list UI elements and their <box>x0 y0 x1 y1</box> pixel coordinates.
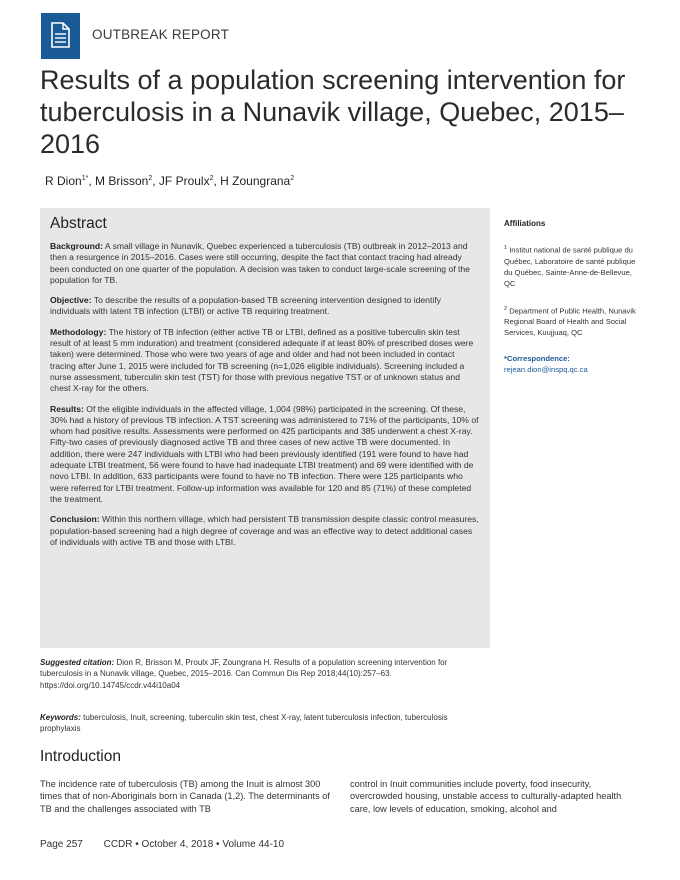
abstract-heading: Abstract <box>50 215 107 232</box>
correspondence-label: *Correspondence: <box>504 353 570 363</box>
correspondence-email-link[interactable]: rejean.dion@inspq.qc.ca <box>504 364 588 374</box>
citation-label: Suggested citation: <box>40 658 115 667</box>
author-name: M Brisson <box>94 174 149 188</box>
suggested-citation <box>40 657 490 691</box>
keywords-label: Keywords: <box>40 713 81 722</box>
article-title: Results of a population screening intervention for tuberculosis in a Nunavik village, Quebec, 2015–2016 <box>40 65 626 159</box>
author-affiliation-mark: 2 <box>209 175 214 182</box>
abstract-objective <box>50 295 480 318</box>
section-text: Within this northern village, which had persistent TB transmission despite classic control measures, population-based screening had a high degree of coverage and was an effective way to detect additional cases of individuals with active TB and those with LTBI. <box>50 514 479 547</box>
affiliation-mark: 1 <box>504 245 508 252</box>
document-icon <box>41 13 80 59</box>
author-affiliation-mark: 2 <box>148 175 153 182</box>
section-text: A small village in Nunavik, Quebec experienced a tuberculosis (TB) outbreak in 2012–2013 and then a resurgence in 2015–2016. Cases were still occurring, despite the fact that contact tracing had already been conducted on one quarter of the population. A decision was taken to conduct large-scale screening of the population for TB. <box>50 241 470 285</box>
abstract-box <box>40 208 490 648</box>
author-list: R Dion$^{1*}$, M Brisson$^2$, JF Proulx$^2$, H Zoungrana$^2$ <box>45 174 295 188</box>
affiliation-text: Department of Public Health, Nunavik Regional Board of Health and Social Services, Kuujjuaq, QC <box>504 306 636 338</box>
citation-text: Dion R, Brisson M, Proulx JF, Zoungrana H. Results of a population screening intervention for tuberculosis in a Nunavik village, Quebec, 2015–2016. Can Commun Dis Rep 2018;44(10):257–63. https://doi.org/10.14745/ccdr.v44i10a04 <box>40 658 448 690</box>
section-label: Results: <box>50 403 84 414</box>
section-text: To describe the results of a population-based TB screening intervention designed to identify individuals with latent TB infection (LTBI) or active TB requiring treatment. <box>50 295 441 317</box>
abstract-background <box>50 241 480 286</box>
abstract-conclusion <box>50 514 480 548</box>
introduction-column-2: control in Inuit communities include poverty, food insecurity, overcrowded housing, unstable access to culturally-adapted health care, low levels of education, smoking, alcohol and <box>350 779 622 814</box>
report-type-label: OUTBREAK REPORT <box>92 27 230 42</box>
section-label: Objective: <box>50 295 92 306</box>
affiliation-item <box>504 304 644 339</box>
keywords <box>40 712 490 735</box>
section-label: Background: <box>50 241 103 251</box>
journal-info: CCDR • October 4, 2018 • Volume 44-10 <box>103 839 285 850</box>
abstract-results <box>50 404 480 506</box>
page-number: Page 257 <box>40 839 83 850</box>
author-name: JF Proulx <box>158 174 210 188</box>
section-label: Conclusion: <box>50 514 100 525</box>
author-affiliation-mark: 1* <box>81 175 89 182</box>
section-label: Methodology: <box>50 326 107 337</box>
author-affiliation-mark: 2 <box>290 175 295 182</box>
author-name: R Dion <box>45 174 82 188</box>
affiliations-heading: Affiliations <box>504 219 546 228</box>
affiliation-mark: 2 <box>504 305 508 312</box>
affiliations-sidebar <box>504 218 644 389</box>
affiliation-item <box>504 243 644 289</box>
introduction-column-1: The incidence rate of tuberculosis (TB) among the Inuit is almost 300 times that of non-Aboriginals born in Canada (1,2). The determinants of TB and the challenges associated with TB <box>40 779 330 814</box>
affiliation-text: Institut national de santé publique du Québec, Laboratoire de santé publique du Québec, Sainte-Anne-de-Bellevue, QC <box>504 245 636 289</box>
introduction-heading: Introduction <box>40 748 121 765</box>
section-text: Of the eligible individuals in the affected village, 1,004 (98%) participated in the screening. Of these, 30% had a history of previous TB infection. A TST screening was administered to 71% of the participants, 10% of whom had positive results. Assessments were performed on 425 participants and 385 underwent a chest X-ray. Fifty-two cases of previously diagnosed active TB and three cases of new active TB were documented. In addition, there were 247 individuals with LTBI who had been previously identified (191 were found to have had adequate LTBI treatment, 56 were found to have had inadequate LTBI treatment) and 69 were identified with de novo LTBI. In addition, 633 participants were found to have no TB infection. There were 125 participants who were referred for LTBI treatment. Follow-up information was available for 120 and 85 (71%) of these completed the treatment. <box>50 403 479 504</box>
page-footer <box>40 839 302 850</box>
author-name: H Zoungrana <box>220 174 291 188</box>
correspondence <box>504 353 644 375</box>
keywords-text: tuberculosis, Inuit, screening, tuberculin skin test, chest X-ray, latent tuberculosis infection, tuberculosis prophylaxis <box>40 713 448 734</box>
section-text: The history of TB infection (either active TB or LTBI, defined as a positive tuberculin skin test result of at least 5 mm induration) and treatment (considered adequate if at least 80% of prescribed doses were taken) were determined. Those who were two years of age and older and had not been included in contact tracing after June 1, 2015 were included for TB screening (n=1,026 eligible individuals). Screening included a nurse assessment, tuberculin skin test (TST) for those with previous negative TST or of unknown status and chest X-ray for the others. <box>50 326 474 394</box>
abstract-methodology <box>50 327 480 395</box>
